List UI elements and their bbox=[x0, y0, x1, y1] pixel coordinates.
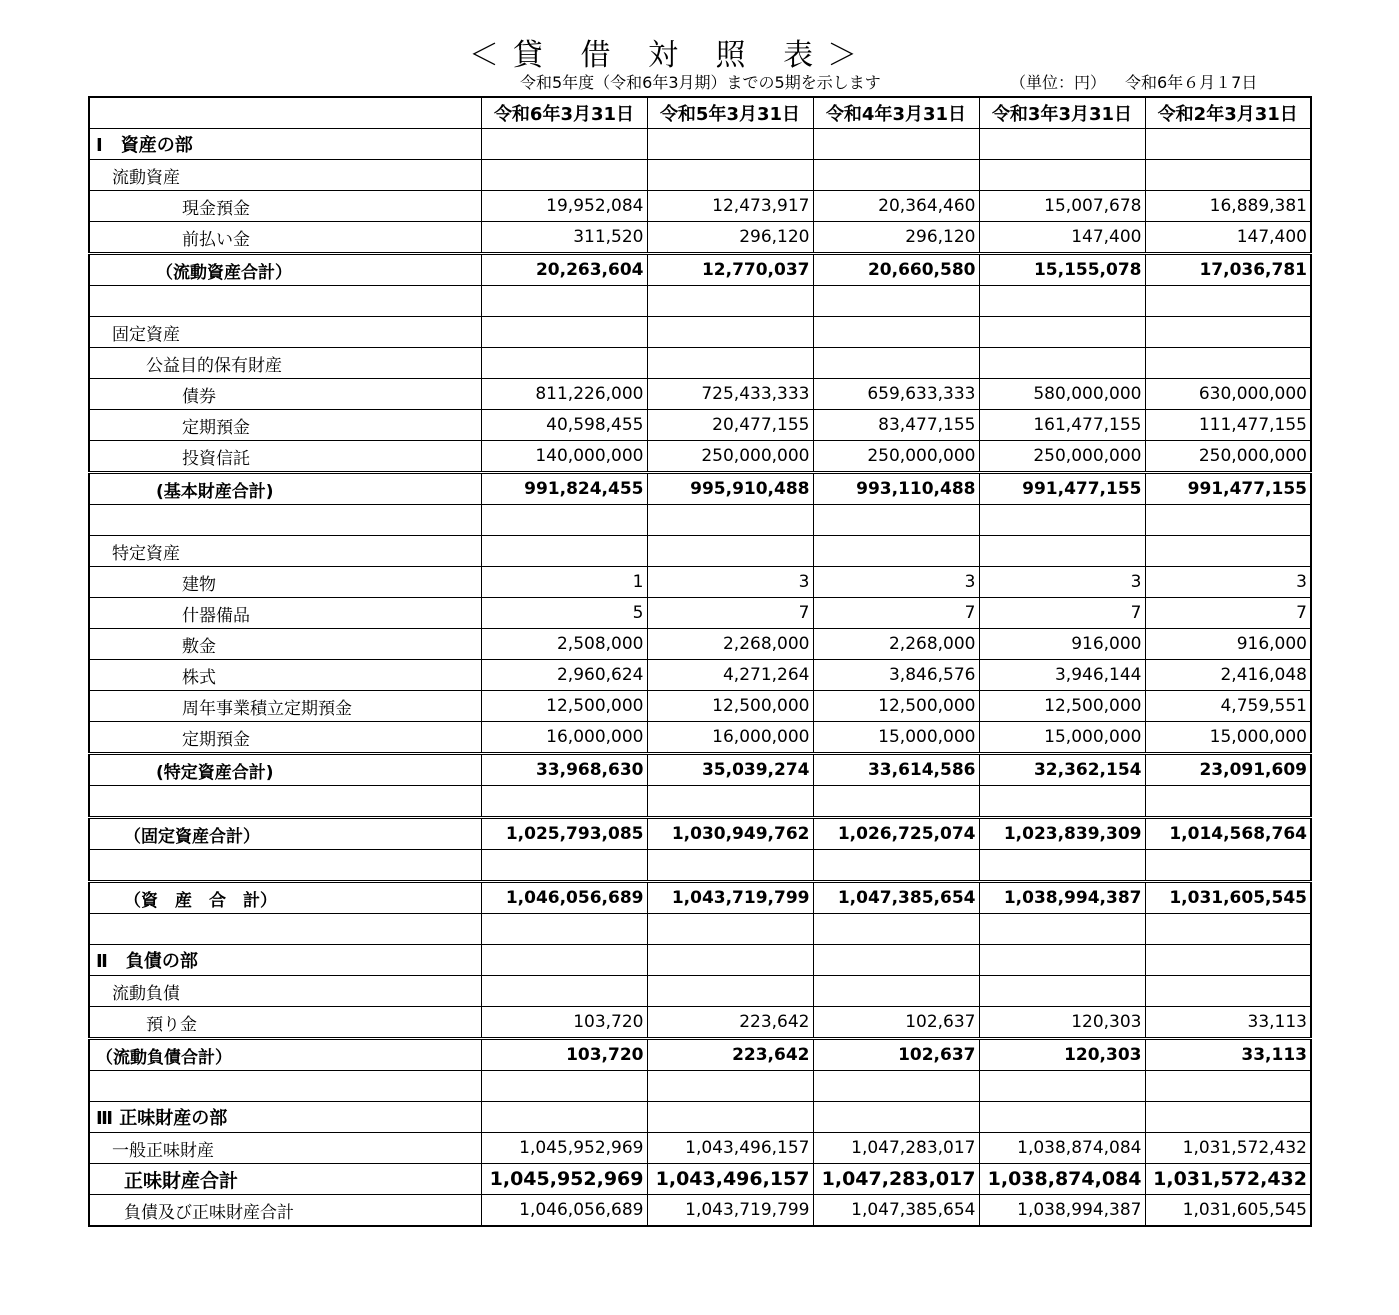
value-cell bbox=[647, 786, 813, 818]
value-cell bbox=[481, 786, 647, 818]
value-cell bbox=[647, 850, 813, 882]
value-cell bbox=[647, 976, 813, 1007]
value-cell bbox=[647, 1071, 813, 1102]
row-label: 負債及び正味財産合計 bbox=[89, 1195, 481, 1227]
value-cell: 102,637 bbox=[813, 1007, 979, 1039]
table-row bbox=[89, 129, 1311, 160]
value-cell: 1,023,839,309 bbox=[979, 818, 1145, 850]
value-cell: 1,038,874,084 bbox=[979, 1133, 1145, 1164]
value-cell: 630,000,000 bbox=[1145, 379, 1311, 410]
value-cell: 1,043,719,799 bbox=[647, 882, 813, 914]
value-cell bbox=[979, 786, 1145, 818]
value-cell bbox=[813, 505, 979, 536]
table-row bbox=[89, 882, 1311, 914]
table-row bbox=[89, 1071, 1311, 1102]
value-cell bbox=[813, 348, 979, 379]
value-cell bbox=[1145, 976, 1311, 1007]
value-cell bbox=[979, 945, 1145, 976]
value-cell: 250,000,000 bbox=[979, 441, 1145, 473]
value-cell: 4,759,551 bbox=[1145, 691, 1311, 722]
table-row bbox=[89, 945, 1311, 976]
table-row bbox=[89, 379, 1311, 410]
value-cell bbox=[481, 1102, 647, 1133]
row-label bbox=[89, 914, 481, 945]
row-label: Ⅲ 正味財産の部 bbox=[89, 1102, 481, 1133]
value-cell: 20,263,604 bbox=[481, 254, 647, 286]
value-cell bbox=[813, 976, 979, 1007]
value-cell: 35,039,274 bbox=[647, 754, 813, 786]
table-row bbox=[89, 473, 1311, 505]
value-cell: 16,000,000 bbox=[481, 722, 647, 754]
value-cell bbox=[813, 536, 979, 567]
column-header: 令和3年3月31日 bbox=[979, 97, 1145, 129]
row-label: 流動資産 bbox=[89, 160, 481, 191]
table-row bbox=[89, 660, 1311, 691]
value-cell: 1 bbox=[481, 567, 647, 598]
value-cell bbox=[1145, 850, 1311, 882]
value-cell: 120,303 bbox=[979, 1039, 1145, 1071]
table-row bbox=[89, 1195, 1311, 1227]
value-cell bbox=[979, 536, 1145, 567]
value-cell: 102,637 bbox=[813, 1039, 979, 1071]
value-cell: 12,473,917 bbox=[647, 191, 813, 222]
value-cell: 659,633,333 bbox=[813, 379, 979, 410]
value-cell bbox=[1145, 945, 1311, 976]
value-cell: 1,046,056,689 bbox=[481, 1195, 647, 1227]
value-cell bbox=[979, 914, 1145, 945]
value-cell bbox=[979, 160, 1145, 191]
row-label: 正味財産合計 bbox=[89, 1164, 481, 1195]
row-label bbox=[89, 1071, 481, 1102]
value-cell: 19,952,084 bbox=[481, 191, 647, 222]
value-cell: 1,030,949,762 bbox=[647, 818, 813, 850]
value-cell: 15,155,078 bbox=[979, 254, 1145, 286]
row-label: 公益目的保有財産 bbox=[89, 348, 481, 379]
value-cell: 991,477,155 bbox=[1145, 473, 1311, 505]
value-cell bbox=[647, 1102, 813, 1133]
table-row bbox=[89, 317, 1311, 348]
table-row bbox=[89, 441, 1311, 473]
value-cell: 12,770,037 bbox=[647, 254, 813, 286]
value-cell: 15,000,000 bbox=[1145, 722, 1311, 754]
header-label-cell bbox=[89, 97, 481, 129]
value-cell: 17,036,781 bbox=[1145, 254, 1311, 286]
value-cell: 3,946,144 bbox=[979, 660, 1145, 691]
table-row bbox=[89, 1007, 1311, 1039]
value-cell: 7 bbox=[1145, 598, 1311, 629]
table-row bbox=[89, 254, 1311, 286]
value-cell bbox=[979, 317, 1145, 348]
value-cell bbox=[979, 286, 1145, 317]
row-label: 投資信託 bbox=[89, 441, 481, 473]
value-cell: 1,047,283,017 bbox=[813, 1164, 979, 1195]
period-note: 令和5年度（令和6年3月期）までの5期を示します bbox=[520, 73, 881, 92]
value-cell: 2,416,048 bbox=[1145, 660, 1311, 691]
row-label: 債券 bbox=[89, 379, 481, 410]
row-label: 定期預金 bbox=[89, 722, 481, 754]
value-cell: 223,642 bbox=[647, 1007, 813, 1039]
value-cell: 1,031,605,545 bbox=[1145, 882, 1311, 914]
row-label bbox=[89, 505, 481, 536]
table-row bbox=[89, 691, 1311, 722]
row-label bbox=[89, 850, 481, 882]
value-cell: 250,000,000 bbox=[647, 441, 813, 473]
value-cell: 12,500,000 bbox=[481, 691, 647, 722]
value-cell: 3 bbox=[979, 567, 1145, 598]
value-cell: 23,091,609 bbox=[1145, 754, 1311, 786]
value-cell bbox=[647, 914, 813, 945]
value-cell: 7 bbox=[813, 598, 979, 629]
value-cell bbox=[979, 1071, 1145, 1102]
value-cell bbox=[813, 850, 979, 882]
value-cell: 16,000,000 bbox=[647, 722, 813, 754]
value-cell: 147,400 bbox=[979, 222, 1145, 254]
row-label bbox=[89, 286, 481, 317]
table-row bbox=[89, 222, 1311, 254]
row-label: 一般正味財産 bbox=[89, 1133, 481, 1164]
table-row bbox=[89, 1164, 1311, 1195]
value-cell bbox=[1145, 1102, 1311, 1133]
value-cell bbox=[1145, 160, 1311, 191]
value-cell: 3,846,576 bbox=[813, 660, 979, 691]
value-cell bbox=[813, 945, 979, 976]
value-cell bbox=[647, 286, 813, 317]
value-cell: 1,038,874,084 bbox=[979, 1164, 1145, 1195]
column-header: 令和2年3月31日 bbox=[1145, 97, 1311, 129]
value-cell: 725,433,333 bbox=[647, 379, 813, 410]
value-cell bbox=[647, 160, 813, 191]
header-row bbox=[89, 97, 1311, 129]
table-row bbox=[89, 976, 1311, 1007]
row-label: 現金預金 bbox=[89, 191, 481, 222]
document-title: ＜貸 借 対 照 表＞ bbox=[468, 38, 872, 73]
row-label: （流動資産合計） bbox=[89, 254, 481, 286]
value-cell bbox=[813, 1102, 979, 1133]
value-cell bbox=[1145, 914, 1311, 945]
value-cell: 1,043,496,157 bbox=[647, 1164, 813, 1195]
value-cell: 83,477,155 bbox=[813, 410, 979, 441]
value-cell: 2,960,624 bbox=[481, 660, 647, 691]
value-cell bbox=[1145, 786, 1311, 818]
balance-sheet-table bbox=[88, 96, 1312, 1227]
value-cell: 1,047,283,017 bbox=[813, 1133, 979, 1164]
value-cell bbox=[813, 786, 979, 818]
value-cell bbox=[1145, 536, 1311, 567]
value-cell: 15,000,000 bbox=[979, 722, 1145, 754]
value-cell bbox=[979, 129, 1145, 160]
row-label: （流動負債合計） bbox=[89, 1039, 481, 1071]
row-label: 周年事業積立定期預金 bbox=[89, 691, 481, 722]
value-cell bbox=[813, 914, 979, 945]
value-cell: 1,031,572,432 bbox=[1145, 1133, 1311, 1164]
value-cell bbox=[1145, 129, 1311, 160]
row-label: Ⅰ 資産の部 bbox=[89, 129, 481, 160]
value-cell: 120,303 bbox=[979, 1007, 1145, 1039]
value-cell bbox=[481, 505, 647, 536]
value-cell: 32,362,154 bbox=[979, 754, 1145, 786]
row-label: 敷金 bbox=[89, 629, 481, 660]
value-cell: 12,500,000 bbox=[813, 691, 979, 722]
value-cell bbox=[1145, 348, 1311, 379]
value-cell: 1,043,719,799 bbox=[647, 1195, 813, 1227]
value-cell: 2,268,000 bbox=[813, 629, 979, 660]
value-cell: 33,614,586 bbox=[813, 754, 979, 786]
table-row bbox=[89, 754, 1311, 786]
value-cell: 12,500,000 bbox=[647, 691, 813, 722]
value-cell bbox=[481, 160, 647, 191]
value-cell bbox=[979, 505, 1145, 536]
value-cell: 296,120 bbox=[813, 222, 979, 254]
table-row bbox=[89, 1102, 1311, 1133]
value-cell: 1,046,056,689 bbox=[481, 882, 647, 914]
table-row bbox=[89, 818, 1311, 850]
balance-sheet-body bbox=[89, 129, 1311, 1227]
value-cell: 991,824,455 bbox=[481, 473, 647, 505]
value-cell: 1,047,385,654 bbox=[813, 1195, 979, 1227]
value-cell: 811,226,000 bbox=[481, 379, 647, 410]
value-cell: 147,400 bbox=[1145, 222, 1311, 254]
table-row bbox=[89, 348, 1311, 379]
table-row bbox=[89, 160, 1311, 191]
value-cell: 1,026,725,074 bbox=[813, 818, 979, 850]
value-cell: 1,038,994,387 bbox=[979, 1195, 1145, 1227]
value-cell: 1,047,385,654 bbox=[813, 882, 979, 914]
value-cell: 20,660,580 bbox=[813, 254, 979, 286]
column-header: 令和6年3月31日 bbox=[481, 97, 647, 129]
value-cell: 15,007,678 bbox=[979, 191, 1145, 222]
value-cell bbox=[481, 1071, 647, 1102]
value-cell: 296,120 bbox=[647, 222, 813, 254]
value-cell: 916,000 bbox=[979, 629, 1145, 660]
value-cell bbox=[647, 505, 813, 536]
value-cell: 223,642 bbox=[647, 1039, 813, 1071]
row-label: 固定資産 bbox=[89, 317, 481, 348]
value-cell: 2,508,000 bbox=[481, 629, 647, 660]
value-cell bbox=[647, 945, 813, 976]
value-cell: 250,000,000 bbox=[813, 441, 979, 473]
value-cell: 1,045,952,969 bbox=[481, 1164, 647, 1195]
value-cell: 1,031,572,432 bbox=[1145, 1164, 1311, 1195]
value-cell: 916,000 bbox=[1145, 629, 1311, 660]
table-row bbox=[89, 505, 1311, 536]
value-cell: 5 bbox=[481, 598, 647, 629]
value-cell bbox=[1145, 317, 1311, 348]
value-cell bbox=[481, 129, 647, 160]
value-cell bbox=[1145, 1071, 1311, 1102]
row-label: 前払い金 bbox=[89, 222, 481, 254]
value-cell: 111,477,155 bbox=[1145, 410, 1311, 441]
value-cell: 1,025,793,085 bbox=[481, 818, 647, 850]
value-cell: 33,113 bbox=[1145, 1007, 1311, 1039]
value-cell: 3 bbox=[647, 567, 813, 598]
value-cell: 20,477,155 bbox=[647, 410, 813, 441]
row-label: 定期預金 bbox=[89, 410, 481, 441]
value-cell bbox=[979, 976, 1145, 1007]
value-cell: 33,968,630 bbox=[481, 754, 647, 786]
value-cell: 2,268,000 bbox=[647, 629, 813, 660]
row-label: （固定資産合計） bbox=[89, 818, 481, 850]
value-cell: 580,000,000 bbox=[979, 379, 1145, 410]
column-header: 令和5年3月31日 bbox=[647, 97, 813, 129]
table-row bbox=[89, 598, 1311, 629]
value-cell bbox=[813, 286, 979, 317]
value-cell bbox=[647, 348, 813, 379]
value-cell bbox=[813, 1071, 979, 1102]
unit-note: （単位：円） bbox=[1010, 73, 1107, 92]
value-cell: 991,477,155 bbox=[979, 473, 1145, 505]
row-label: 建物 bbox=[89, 567, 481, 598]
value-cell bbox=[647, 317, 813, 348]
table-row bbox=[89, 567, 1311, 598]
value-cell: 12,500,000 bbox=[979, 691, 1145, 722]
row-label: (基本財産合計) bbox=[89, 473, 481, 505]
value-cell bbox=[481, 348, 647, 379]
value-cell bbox=[813, 160, 979, 191]
value-cell: 311,520 bbox=[481, 222, 647, 254]
value-cell: 1,043,496,157 bbox=[647, 1133, 813, 1164]
row-label: 預り金 bbox=[89, 1007, 481, 1039]
value-cell bbox=[481, 914, 647, 945]
table-row bbox=[89, 536, 1311, 567]
value-cell: 103,720 bbox=[481, 1039, 647, 1071]
row-label: 株式 bbox=[89, 660, 481, 691]
value-cell bbox=[647, 129, 813, 160]
table-row bbox=[89, 629, 1311, 660]
value-cell: 15,000,000 bbox=[813, 722, 979, 754]
value-cell bbox=[813, 317, 979, 348]
value-cell bbox=[481, 536, 647, 567]
value-cell: 3 bbox=[1145, 567, 1311, 598]
value-cell: 7 bbox=[647, 598, 813, 629]
value-cell bbox=[813, 129, 979, 160]
value-cell: 7 bbox=[979, 598, 1145, 629]
value-cell: 20,364,460 bbox=[813, 191, 979, 222]
value-cell bbox=[979, 850, 1145, 882]
table-row bbox=[89, 1039, 1311, 1071]
value-cell bbox=[979, 348, 1145, 379]
value-cell bbox=[1145, 286, 1311, 317]
row-label: Ⅱ 負債の部 bbox=[89, 945, 481, 976]
table-row bbox=[89, 191, 1311, 222]
row-label: 什器備品 bbox=[89, 598, 481, 629]
value-cell bbox=[481, 850, 647, 882]
value-cell: 40,598,455 bbox=[481, 410, 647, 441]
table-row bbox=[89, 786, 1311, 818]
report-date: 令和6年６月１7日 bbox=[1125, 73, 1258, 92]
value-cell bbox=[481, 976, 647, 1007]
table-row bbox=[89, 286, 1311, 317]
value-cell: 161,477,155 bbox=[979, 410, 1145, 441]
value-cell: 16,889,381 bbox=[1145, 191, 1311, 222]
table-row bbox=[89, 850, 1311, 882]
column-header: 令和4年3月31日 bbox=[813, 97, 979, 129]
value-cell: 1,014,568,764 bbox=[1145, 818, 1311, 850]
table-row bbox=[89, 1133, 1311, 1164]
value-cell bbox=[647, 536, 813, 567]
value-cell bbox=[979, 1102, 1145, 1133]
value-cell bbox=[481, 317, 647, 348]
value-cell: 995,910,488 bbox=[647, 473, 813, 505]
value-cell: 33,113 bbox=[1145, 1039, 1311, 1071]
value-cell: 993,110,488 bbox=[813, 473, 979, 505]
value-cell: 4,271,264 bbox=[647, 660, 813, 691]
value-cell bbox=[1145, 505, 1311, 536]
row-label: 流動負債 bbox=[89, 976, 481, 1007]
table-row bbox=[89, 914, 1311, 945]
table-row bbox=[89, 722, 1311, 754]
value-cell bbox=[481, 286, 647, 317]
table-row bbox=[89, 410, 1311, 441]
value-cell: 1,031,605,545 bbox=[1145, 1195, 1311, 1227]
value-cell: 250,000,000 bbox=[1145, 441, 1311, 473]
row-label bbox=[89, 786, 481, 818]
row-label: (特定資産合計) bbox=[89, 754, 481, 786]
value-cell: 1,045,952,969 bbox=[481, 1133, 647, 1164]
value-cell: 140,000,000 bbox=[481, 441, 647, 473]
value-cell bbox=[481, 945, 647, 976]
row-label: 特定資産 bbox=[89, 536, 481, 567]
value-cell: 103,720 bbox=[481, 1007, 647, 1039]
value-cell: 3 bbox=[813, 567, 979, 598]
value-cell: 1,038,994,387 bbox=[979, 882, 1145, 914]
row-label: （資 産 合 計） bbox=[89, 882, 481, 914]
